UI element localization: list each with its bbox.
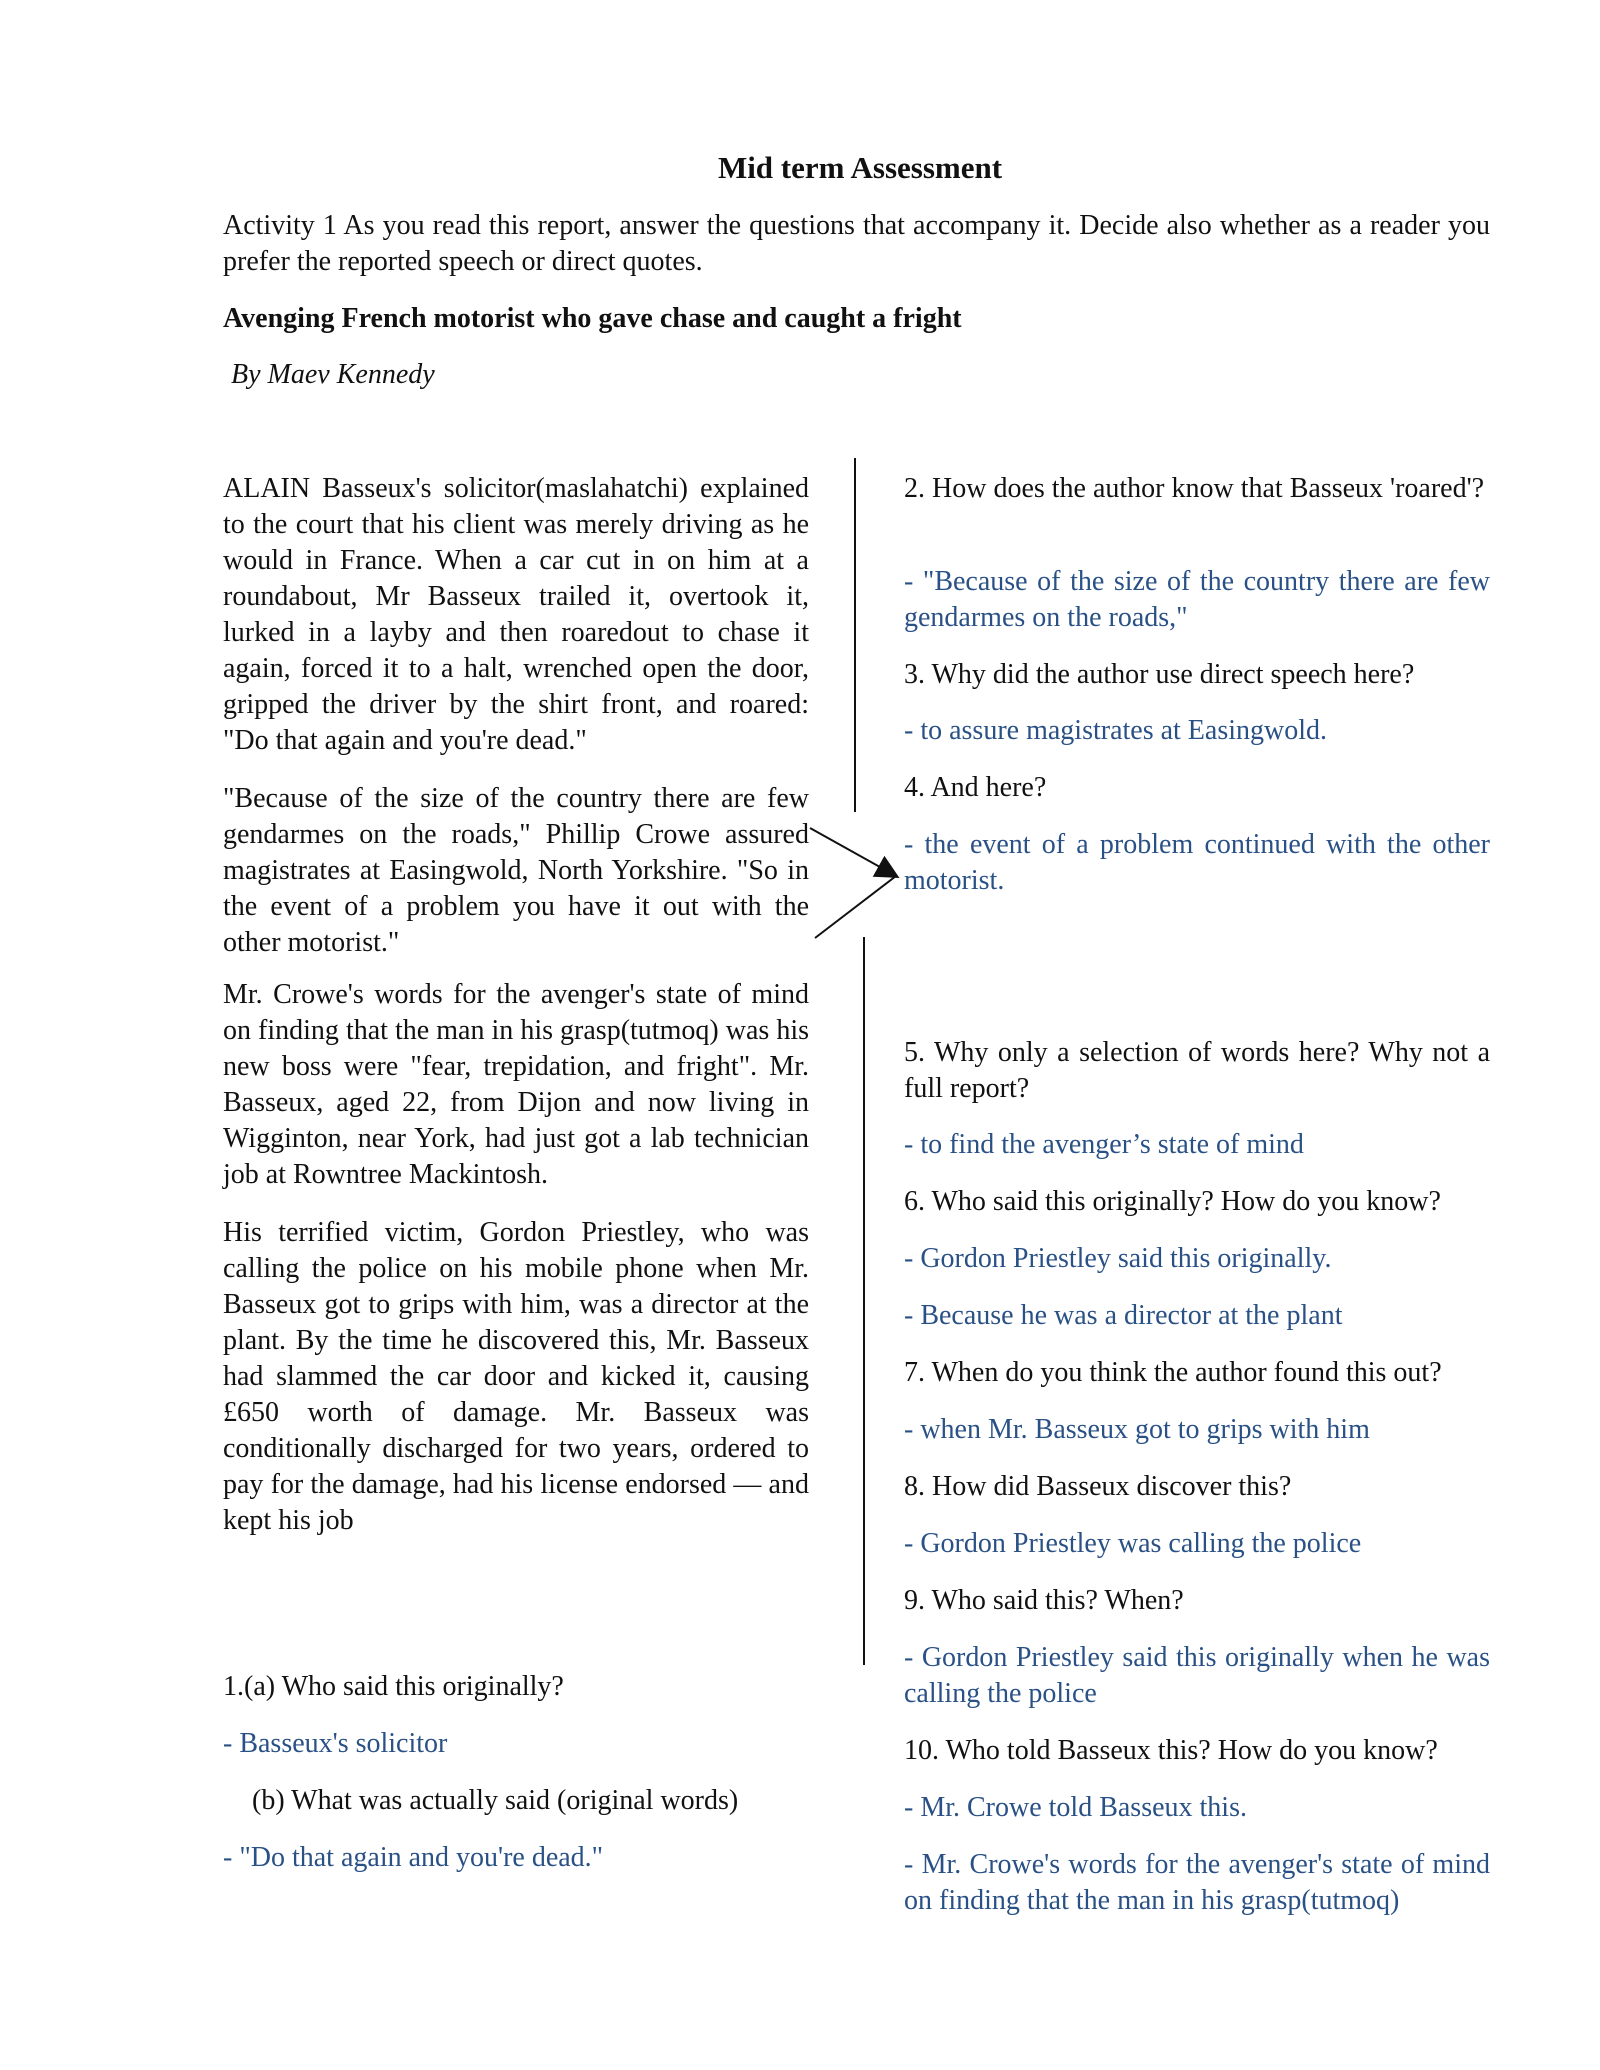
answer-7: - when Mr. Basseux got to grips with him <box>904 1414 1370 1445</box>
answer-6b: - Because he was a director at the plant <box>904 1300 1343 1331</box>
arrow-line-lower <box>815 876 896 938</box>
question-2: 2. How does the author know that Basseux 'roared'? <box>904 473 1485 504</box>
answer-3: - to assure magistrates at Easingwold. <box>904 715 1328 746</box>
question-9: 9. Who said this? When? <box>904 1585 1184 1616</box>
question-1a: 1.(a) Who said this originally? <box>223 1671 564 1702</box>
question-10: 10. Who told Basseux this? How do you know? <box>904 1735 1438 1766</box>
answer-10a: - Mr. Crowe told Basseux this. <box>904 1792 1247 1823</box>
page-title: Mid term Assessment <box>717 150 1003 185</box>
question-5: 5. Why only a selection of words here? Why not a full report? <box>904 1037 1490 1104</box>
answer-2: - "Because of the size of the country there are few gendarmes on the roads," <box>904 566 1490 633</box>
answer-1b: - "Do that again and you're dead." <box>223 1842 604 1873</box>
answer-5: - to find the avenger’s state of mind <box>904 1129 1304 1160</box>
answer-9: - Gordon Priestley said this originally when he was calling the police <box>904 1642 1490 1709</box>
article-paragraph-1: ALAIN Basseux's solicitor(maslahatchi) explained to the court that his client was merely driving as he would in France. When a car cut in on him at a roundabout, Mr Basseux trailed it, overtook it, lurked in a layby and then roaredout to chase it again, forced it to a halt, wrenched open the door, gripped the driver by the shirt front, and roared: "Do that again and you're dead." <box>223 473 809 756</box>
question-8: 8. How did Basseux discover this? <box>904 1471 1292 1502</box>
answer-6a: - Gordon Priestley said this originally. <box>904 1243 1332 1274</box>
activity-instructions: Activity 1 As you read this report, answer the questions that accompany it. Decide also whether as a reader you prefer the reported speech or direct quotes. <box>223 210 1490 277</box>
question-1b: (b) What was actually said (original words) <box>252 1785 739 1816</box>
answer-4: - the event of a problem continued with the other motorist. <box>904 829 1490 896</box>
article-paragraph-3: Mr. Crowe's words for the avenger's state of mind on finding that the man in his grasp(tutmoq) was his new boss were "fear, trepidation, and fright". Mr. Basseux, aged 22, from Dijon and now living in Wigginton, near York, had just got a lab technician job at Rowntree Mackintosh. <box>223 979 809 1190</box>
arrow-line-upper <box>810 828 896 876</box>
question-7: 7. When do you think the author found this out? <box>904 1357 1442 1388</box>
article-paragraph-2: "Because of the size of the country there are few gendarmes on the roads," Phillip Crowe assured magistrates at Easingwold, North Yorkshire. "So in the event of a problem you have it out with the other motorist." <box>223 783 809 958</box>
article-headline: Avenging French motorist who gave chase and caught a fright <box>223 303 962 334</box>
question-4: 4. And here? <box>904 772 1047 803</box>
article-byline: By Maev Kennedy <box>231 359 435 390</box>
answer-1a: - Basseux's solicitor <box>223 1728 448 1759</box>
answer-10b: - Mr. Crowe's words for the avenger's state of mind on finding that the man in his grasp(tutmoq) <box>904 1849 1490 1916</box>
answer-8: - Gordon Priestley was calling the police <box>904 1528 1362 1559</box>
article-paragraph-4: His terrified victim, Gordon Priestley, who was calling the police on his mobile phone when Mr. Basseux got to grips with him, was a director at the plant. By the time he discovered this, Mr. Basseux had slammed the car door and kicked it, causing £650 worth of damage. Mr. Basseux was conditionally discharged for two years, ordered to pay for the damage, had his license endorsed — and kept his job <box>223 1217 809 1536</box>
question-3: 3. Why did the author use direct speech here? <box>904 659 1415 690</box>
question-6: 6. Who said this originally? How do you know? <box>904 1186 1441 1217</box>
